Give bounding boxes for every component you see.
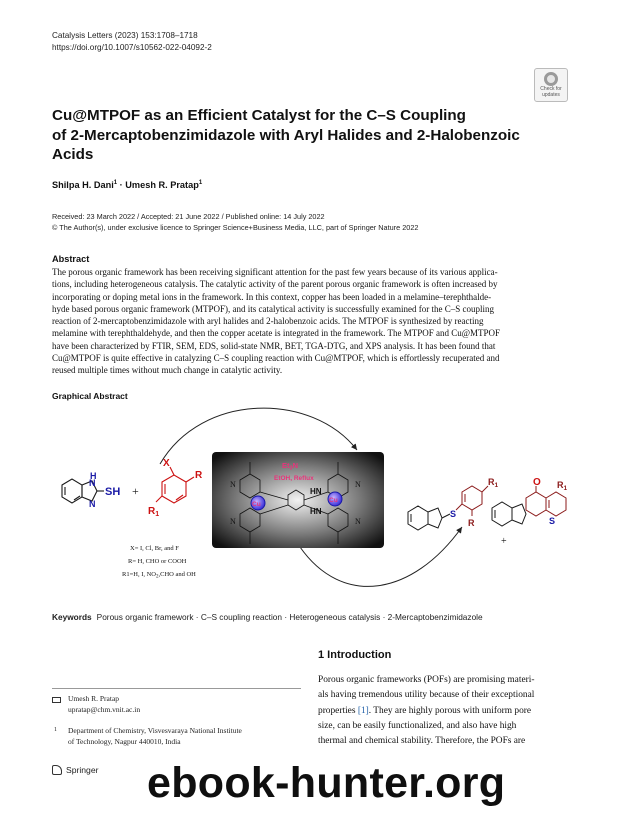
affiliation-line: Department of Chemistry, Visvesvaraya National Institute [68,726,242,735]
check-for-updates-icon [544,72,558,86]
author-name[interactable]: Shilpa H. Dani [52,180,114,191]
intro-line: size, can be easily functionalized, and also have high [318,720,517,731]
condition-base: $Et_3N$ [282,461,298,472]
product-r-label: R [468,518,475,528]
doi-link[interactable]: https://doi.org/10.1007/s10562-022-04092-2 [52,43,212,52]
abstract-line: have been characterized by FTIR, SEM, EDS, solid-state NMR, BET, TGA-DTG, and XPS analysis. It has been found that [52,340,496,351]
sm-n2-label: N [89,499,96,509]
contact-email[interactable]: upratap@chm.vnit.ac.in [68,704,141,714]
abstract-line: Cu@MTPOF is quite effective in catalyzing C–S coupling reaction with Cu@MTPOF, which is effortlessly recuperated and [52,353,500,364]
product-thioether-structure [408,506,450,530]
cu-label: Cu [329,497,338,504]
publisher-name: Springer [66,765,99,775]
abstract-line: reaction of 2-mercaptobenzimidazole with aryl halides and 2-halobenzoic acids. The MTPOF is synthesized by reacting [52,316,484,327]
title-line-3: Acids [52,146,94,163]
product-plus-sign: + [501,536,507,547]
abstract-line: The porous organic framework has been receiving significant attention for the past few years because of its various applica- [52,267,498,277]
sm-n-label: N [89,478,96,488]
product2-r1-label: $R_1$ [557,480,568,492]
abstract-line: melamine with terephthaldehyde, and then the copper acetate is integrated in the framework. The MTPOF and Cu@MTPOF [52,328,501,339]
keywords [52,612,483,622]
watermark: ebook-hunter.org [147,759,506,807]
product-o-label: O [533,477,541,488]
product-r1-label: $R_1$ [488,477,499,489]
copyright-line: © The Author(s), under exclusive licence to Springer Science+Business Media, LLC, part of Springer Nature 2022 [52,222,419,232]
abstract-body [52,266,568,377]
note-x: X= I, Cl, Br, and F [130,545,179,552]
keywords-text: Porous organic framework · C–S coupling reaction · Heterogeneous catalysis · 2-Mercaptobenzimidazole [96,612,483,622]
catalyst-framework-box [212,452,384,548]
keywords-label: Keywords [52,612,92,622]
contact-name: Umesh R. Pratap [68,694,120,703]
x-label: X [163,458,170,469]
article-title [52,106,522,165]
springer-horse-icon [52,765,62,775]
product-fused-structure [492,502,526,526]
note-r: R= H, CHO or COOH [128,558,187,565]
abstract-line: reused multiple times without much change in catalytic activity. [52,365,283,376]
intro-line: thermal and chemical stability. Therefore, the POFs are [318,736,526,747]
graphical-abstract-heading: Graphical Abstract [52,391,128,401]
affiliation-line: of Technology, Nagpur 440010, India [68,736,181,746]
intro-line: Porous organic frameworks (POFs) are promising materi- [318,675,535,685]
framework-n-atom: N [355,517,361,526]
affiliation-sup: 1 [113,180,118,186]
title-line-1: Cu@MTPOF as an Efficient Catalyst for the C–S Coupling [52,107,466,124]
citation-link[interactable]: [1] [357,705,369,716]
author-separator: · [117,180,126,191]
abstract-line: tions, including heterogeneous catalysis. The catalytic activity of the parent porous organic framework is often increased by [52,279,498,290]
author-list [52,180,202,190]
framework-n-atom: N [230,517,236,526]
plus-sign: + [132,484,139,498]
history-line: Received: 23 March 2022 / Accepted: 21 June 2022 / Published online: 14 July 2022 [52,212,325,221]
corresponding-author [68,694,140,715]
title-line-2: of 2-Mercaptobenzimidazole with Aryl Halides and 2-Halobenzoic [52,126,520,144]
cu-label: Cu [252,501,261,508]
sm-h-label: H [90,471,97,481]
affiliation-sup: 1 [198,180,203,186]
product2-s-label: S [549,516,556,526]
badge-text-2: updates [542,92,560,98]
section-heading-introduction: 1 Introduction [318,649,392,661]
abstract-line: incorporating or doping metal ions in the framework. In this context, copper has been loaded in a melamine–terephthalde- [52,291,492,302]
author-name[interactable]: Umesh R. Pratap [125,180,199,191]
introduction-body [318,673,567,749]
publisher-logo [52,765,98,775]
check-for-updates-badge[interactable] [534,68,568,102]
hn-label: HN [310,487,322,496]
abstract-line: hyde based porous organic framework (MTPOF), and its catalytical activity is successfully examined for the C–S coupling [52,303,494,314]
r-label: R [195,470,203,481]
badge-text-1: Check for [540,85,562,92]
affiliation [68,726,242,747]
email-icon [52,697,61,703]
condition-solvent: EtOH, Reflux [274,475,314,482]
note-r1: R1=H, I, $NO_2,CHO$ and OH [122,571,196,580]
journal-citation: Catalysis Letters (2023) 153:1708–1718 [52,31,198,40]
sm-sh-label: SH [105,486,121,498]
r1-label: $R_1$ [148,506,160,518]
hn-label: HN [310,507,322,516]
footnote-divider [52,688,301,689]
framework-n-atom: N [355,480,361,489]
journal-header [52,30,212,54]
intro-line: als having tremendous utility because of their exceptional [318,690,535,701]
publication-dates [52,212,418,233]
intro-line: properties [1]. They are highly porous with uniform pore [318,705,532,716]
framework-n-atom: N [230,480,236,489]
abstract-heading: Abstract [52,254,90,264]
product-s-label: S [450,509,457,519]
graphical-abstract-figure [52,402,572,602]
aryl-halide-structure [156,467,194,503]
affiliation-marker: 1 [54,727,57,733]
